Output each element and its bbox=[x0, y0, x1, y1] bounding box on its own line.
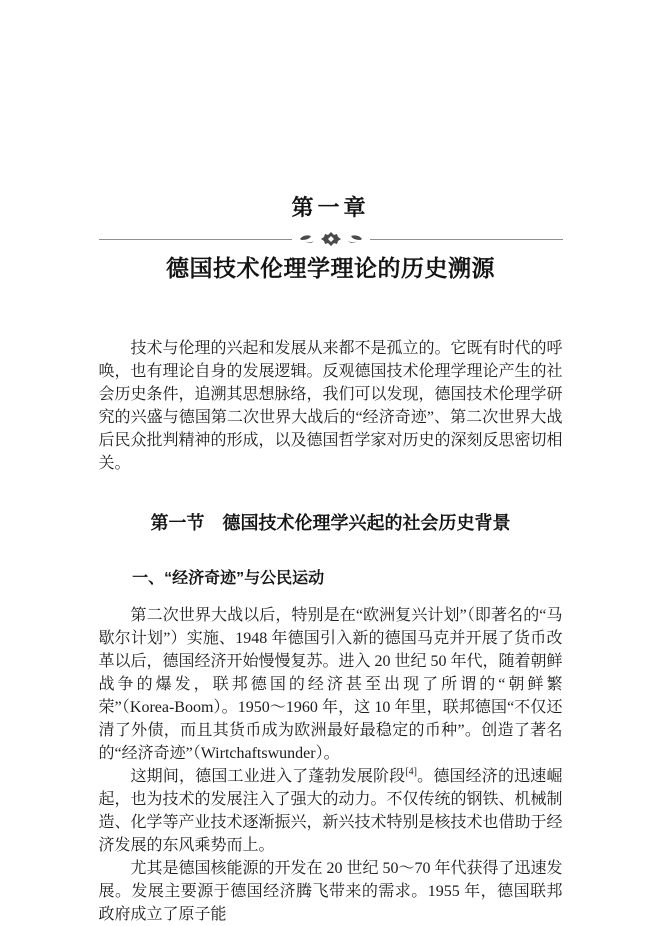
divider-line-right bbox=[370, 239, 563, 240]
nuclear-paragraph: 尤其是德国核能源的开发在 20 世纪 50～70 年代获得了迅速发展。发展主要源于德国经济腾飞带来的需求。1955 年，德国联邦政府成立了原子能 bbox=[98, 860, 563, 923]
industry-paragraph bbox=[99, 765, 563, 857]
chapter-title: 德国技术伦理学理论的历史溯源 bbox=[166, 255, 495, 281]
footnote-ref-4: [4] bbox=[405, 766, 417, 778]
industry-paragraph-text-after: 。德国经济的迅速崛起，也为技术的发展注入了强大的动力。不仅传统的钢铁、机械制造、化学等产业技术逐渐振兴，新兴技术特别是核技术也借助于经济发展的东风乘势而上。 bbox=[98, 768, 563, 854]
industry-paragraph-text-before: 这期间，德国工业进入了蓬勃发展阶段 bbox=[130, 768, 406, 785]
fleuron-ornament-icon bbox=[292, 231, 370, 247]
economy-paragraph: 第二次世界大战以后，特别是在“欧洲复兴计划”（即著名的“马歇尔计划”）实施、1948 年德国引入新的德国马克并开展了货币改革以后，德国经济开始慢慢复苏。进入 20 世纪 50 年代，随着朝鲜战争的爆发，联邦德国的经济甚至出现了所谓的“朝鲜繁荣”（Korea-Boom）。1950～1960 年，这 10 年里，联邦德国“不仅还清了外债，而且其货币成为欧洲最好最稳定的币种”。创造了著名的“经济奇迹”（Wirtchaftswunder）。 bbox=[98, 607, 563, 762]
chapter-divider bbox=[99, 231, 563, 247]
book-page bbox=[99, 0, 563, 926]
intro-paragraph: 技术与伦理的兴起和发展从来都不是孤立的。它既有时代的呼唤，也有理论自身的发展逻辑。反观德国技术伦理学理论产生的社会历史条件，追溯其思想脉络，我们可以发现，德国技术伦理学研究的兴盛与德国第二次世界大战后的“经济奇迹”、第二次世界大战后民众批判精神的形成，以及德国哲学家对历史的深刻反思密切相关。 bbox=[98, 340, 563, 472]
section-heading: 第一节 德国技术伦理学兴起的社会历史背景 bbox=[150, 513, 511, 533]
subsection-heading: 一、“经济奇迹”与公民运动 bbox=[132, 570, 325, 587]
chapter-number: 第一章 bbox=[291, 195, 370, 220]
divider-line-left bbox=[99, 239, 292, 240]
